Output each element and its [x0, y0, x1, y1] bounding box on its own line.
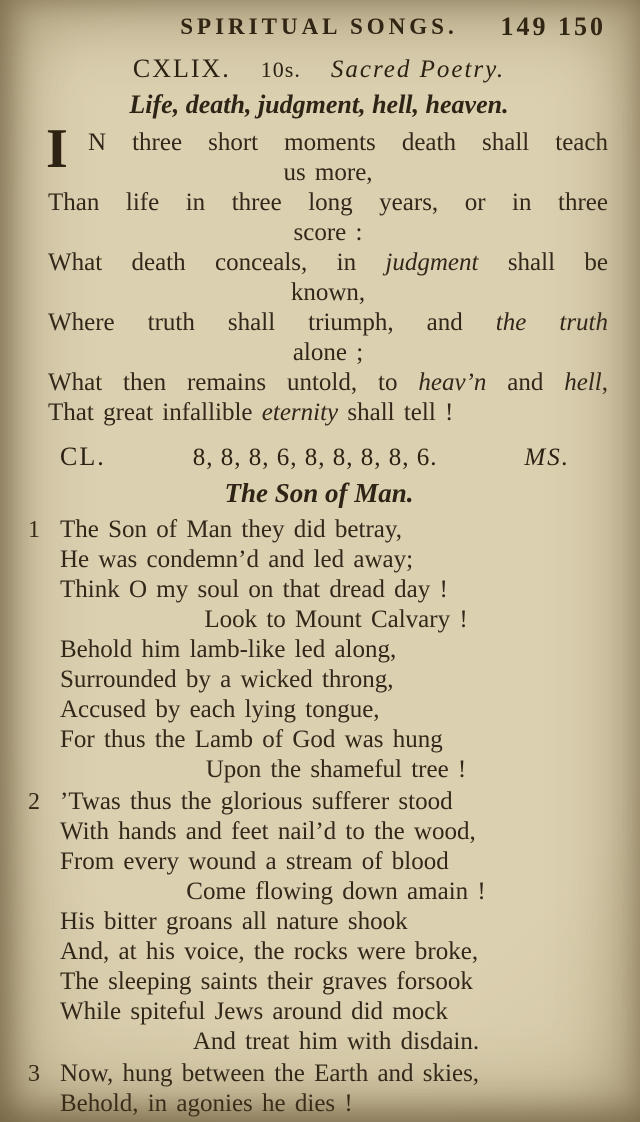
verse-line: [48, 218, 608, 248]
verse-line: [48, 338, 608, 368]
text-segment: Think O my soul on that dread day !: [60, 576, 448, 603]
verse-line: [60, 877, 612, 907]
verse-line: [60, 847, 612, 877]
hymn-cl-verses: [26, 515, 612, 1119]
drop-cap: I: [46, 118, 68, 180]
hymn-number-cxlix: CXLIX.: [132, 54, 231, 83]
verse-line: [48, 248, 608, 278]
verse: [28, 1059, 612, 1119]
text-segment: What then remains untold, to: [48, 369, 419, 396]
hymn-cxlix-lines: [48, 128, 608, 428]
hymn-cl-heading: [26, 442, 612, 472]
text-segment: score :: [293, 219, 363, 246]
verse-line: [60, 1089, 612, 1119]
text-segment: ’Twas thus the glorious sufferer stood: [60, 788, 453, 815]
running-title: SPIRITUAL SONGS.: [180, 14, 458, 39]
verse-line: [60, 937, 612, 967]
text-segment: shall tell !: [338, 399, 454, 426]
verse-line: [60, 1027, 612, 1057]
hymn-attribution-cl: MS.: [524, 444, 570, 471]
verse-line: [48, 188, 608, 218]
verse-line: [48, 308, 608, 338]
verse-number: 1: [28, 517, 40, 543]
text-segment: The Son of Man they did betray,: [60, 516, 402, 543]
verse-line: [48, 398, 608, 428]
text-segment: Behold him lamb-like led along,: [60, 636, 397, 663]
text-segment: ,: [601, 369, 608, 396]
text-segment: His bitter groans all nature shook: [60, 908, 408, 935]
italic-text: judgment: [385, 249, 479, 276]
page-header: [26, 14, 612, 50]
page-numbers: 149 150: [500, 12, 606, 41]
text-segment: Look to Mount Calvary !: [204, 606, 468, 633]
hymn-cl-title: The Son of Man.: [224, 478, 414, 508]
verse-line: [60, 1059, 612, 1089]
verse-number: 3: [28, 1061, 40, 1087]
text-segment: He was condemn’d and led away;: [60, 546, 414, 573]
text-segment: and: [486, 369, 565, 396]
verse-line: [60, 515, 612, 545]
hymn-number-cl: CL.: [60, 442, 106, 471]
italic-text: eternity: [261, 399, 339, 426]
italic-text: the truth: [495, 309, 608, 336]
verse-line: [48, 278, 608, 308]
text-segment: And, at his voice, the rocks were broke,: [60, 938, 479, 965]
verse-line: [48, 158, 608, 188]
hymn-cxlix-subtitle: Life, death, judgment, hell, heaven.: [129, 90, 509, 119]
verse-number: 2: [28, 789, 40, 815]
hymn-cxlix-heading: [26, 54, 612, 84]
verse-line: [60, 997, 612, 1027]
verse-line: [60, 755, 612, 785]
verse: [28, 515, 612, 785]
text-segment: Come flowing down amain !: [186, 878, 486, 905]
text-segment: And treat him with disdain.: [192, 1028, 480, 1055]
text-segment: Where truth shall triumph, and: [48, 309, 496, 336]
hymn-attribution-cxlix: Sacred Poetry.: [330, 56, 506, 83]
text-segment: N three short moments death shall teach: [88, 129, 608, 156]
text-segment: Upon the shameful tree !: [205, 756, 467, 783]
verse-line: [60, 907, 612, 937]
text-segment: us more,: [283, 159, 373, 186]
verse-line: [60, 817, 612, 847]
verse-line: [60, 605, 612, 635]
verse-line: [60, 787, 612, 817]
verse-lines: [60, 1059, 612, 1119]
verse: [28, 787, 612, 1057]
text-segment: shall be: [478, 249, 608, 276]
text-segment: For thus the Lamb of God was hung: [60, 726, 443, 753]
text-segment: That great infallible: [48, 399, 262, 426]
verse-line: [60, 635, 612, 665]
verse-line: [60, 967, 612, 997]
text-segment: alone ;: [292, 339, 364, 366]
verse-lines: [60, 787, 612, 1057]
text-segment: Accused by each lying tongue,: [60, 696, 380, 723]
text-segment: Behold, in agonies he dies !: [60, 1090, 353, 1117]
hymn-meter-cxlix: 10s.: [260, 57, 301, 82]
verse-line: [60, 695, 612, 725]
italic-text: hell: [564, 369, 602, 396]
verse-line: [60, 725, 612, 755]
text-segment: known,: [290, 279, 366, 306]
italic-text: heav’n: [418, 369, 487, 396]
text-segment: With hands and feet nail’d to the wood,: [60, 818, 476, 845]
text-segment: Than life in three long years, or in three: [48, 189, 608, 216]
hymn-meter-cl: 8, 8, 8, 6, 8, 8, 8, 8, 6.: [192, 444, 438, 471]
text-segment: The sleeping saints their graves forsook: [60, 968, 473, 995]
text-segment: What death conceals, in: [48, 249, 386, 276]
text-segment: Surrounded by a wicked throng,: [60, 666, 394, 693]
text-segment: From every wound a stream of blood: [60, 848, 449, 875]
verse-line: [60, 545, 612, 575]
text-segment: Now, hung between the Earth and skies,: [60, 1060, 480, 1087]
verse-line: [48, 368, 608, 398]
verse-line: [60, 575, 612, 605]
text-segment: While spiteful Jews around did mock: [60, 998, 448, 1025]
verse-lines: [60, 515, 612, 785]
verse-line: [60, 665, 612, 695]
verse-line: [88, 128, 608, 158]
hymn-cxlix-verse: [26, 118, 612, 428]
